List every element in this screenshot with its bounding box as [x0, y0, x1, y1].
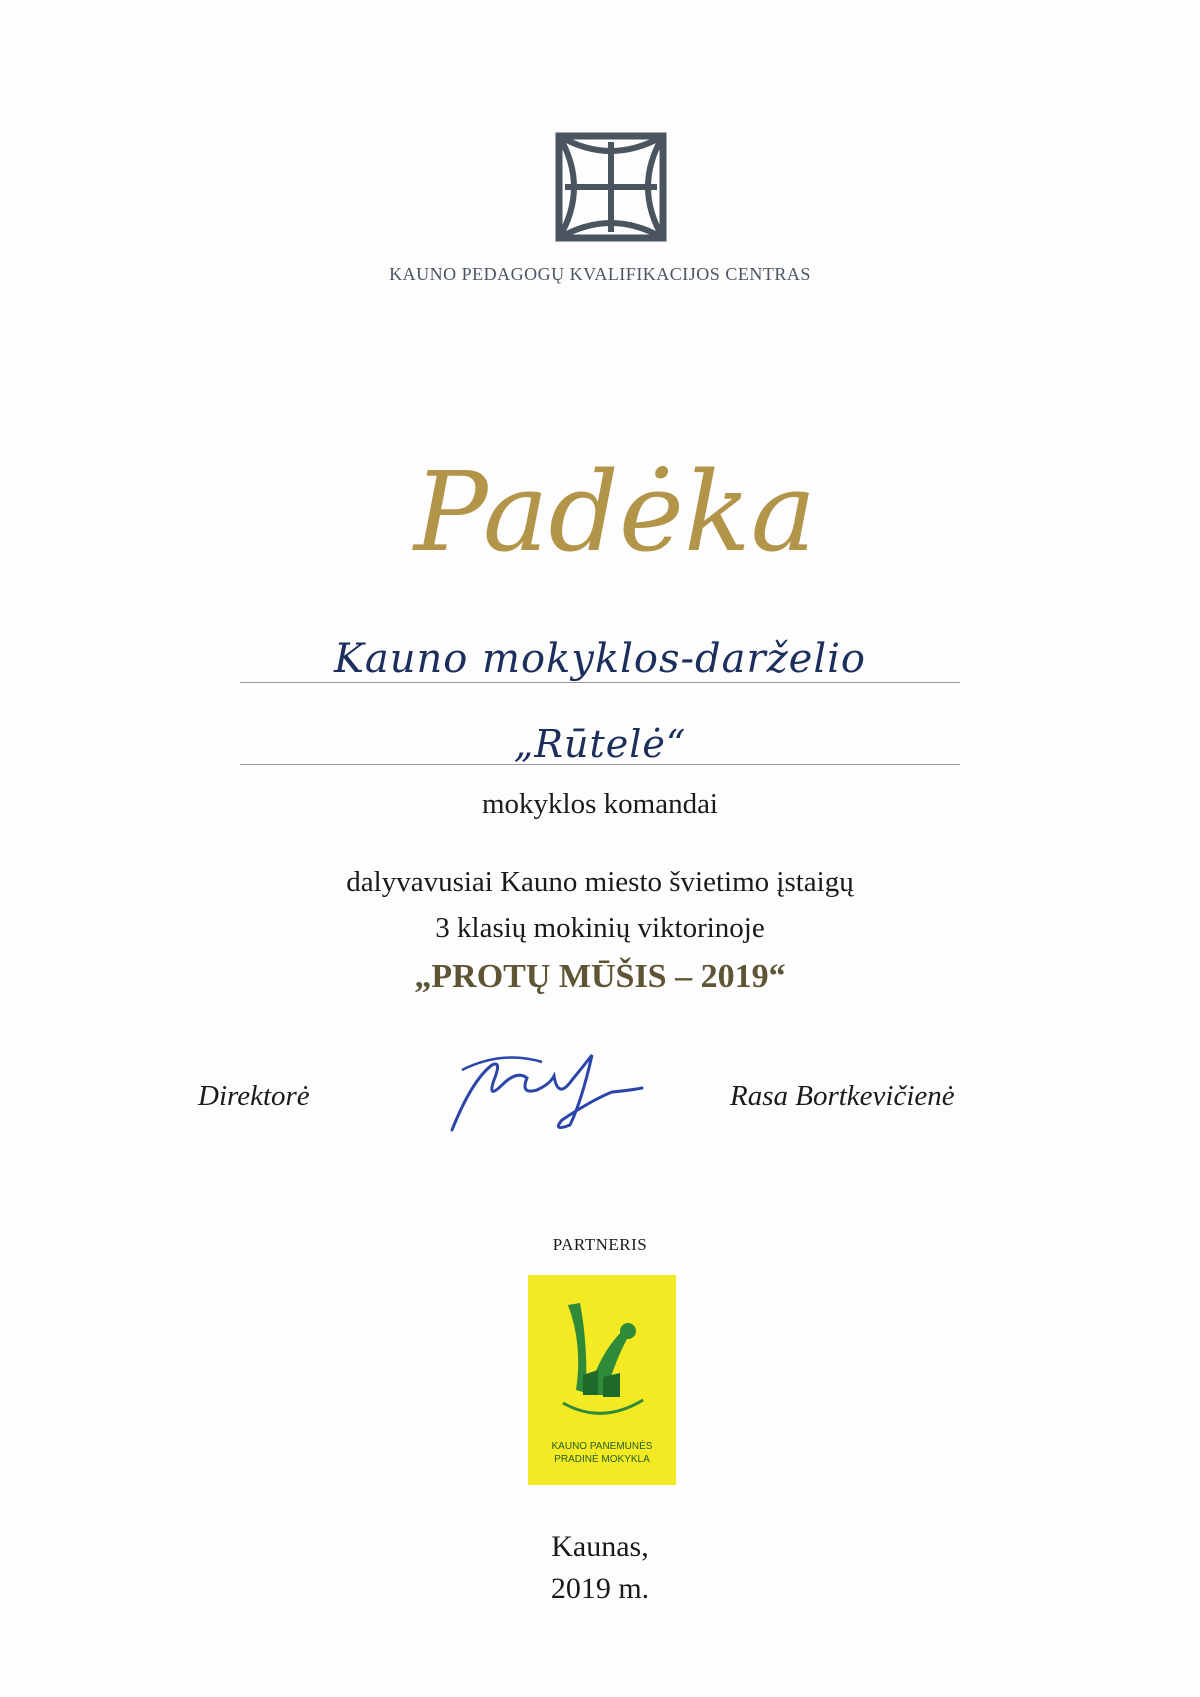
kpkc-window-logo-icon	[555, 132, 667, 242]
title-script	[380, 430, 850, 600]
title-text: Padėka	[413, 448, 817, 576]
underline-2	[240, 764, 960, 765]
body-line-1: dalyvavusiai Kauno miesto švietimo įstaigų	[346, 866, 854, 898]
handwritten-line-2: „Rūtelė“	[513, 722, 687, 766]
city: Kaunas,	[551, 1530, 649, 1563]
partner-logo-line-2: PRADINĖ MOKYKLA	[554, 1454, 650, 1465]
body-line-2: 3 klasių mokinių viktorinoje	[435, 912, 765, 944]
event-name: „PROTŲ MŪŠIS – 2019“	[414, 958, 786, 995]
partner-label: PARTNERIS	[552, 1235, 648, 1254]
signature-scribble	[432, 1040, 652, 1140]
year: 2019 m.	[550, 1572, 650, 1605]
signatory-name: Rasa Bortkevičienė	[730, 1080, 955, 1112]
signatory-role: Direktorė	[198, 1080, 310, 1112]
organization-name: KAUNO PEDAGOGŲ KVALIFIKACIJOS CENTRAS	[389, 264, 811, 284]
partner-logo-line-1: KAUNO PANEMUNĖS	[551, 1441, 653, 1452]
underline-1	[240, 682, 960, 683]
handwritten-line-1: Kauno mokyklos-darželio	[333, 636, 867, 682]
recipient-text: mokyklos komandai	[481, 788, 718, 820]
partner-logo-caption	[528, 1440, 676, 1466]
panemune-school-logo-icon	[528, 1275, 676, 1435]
